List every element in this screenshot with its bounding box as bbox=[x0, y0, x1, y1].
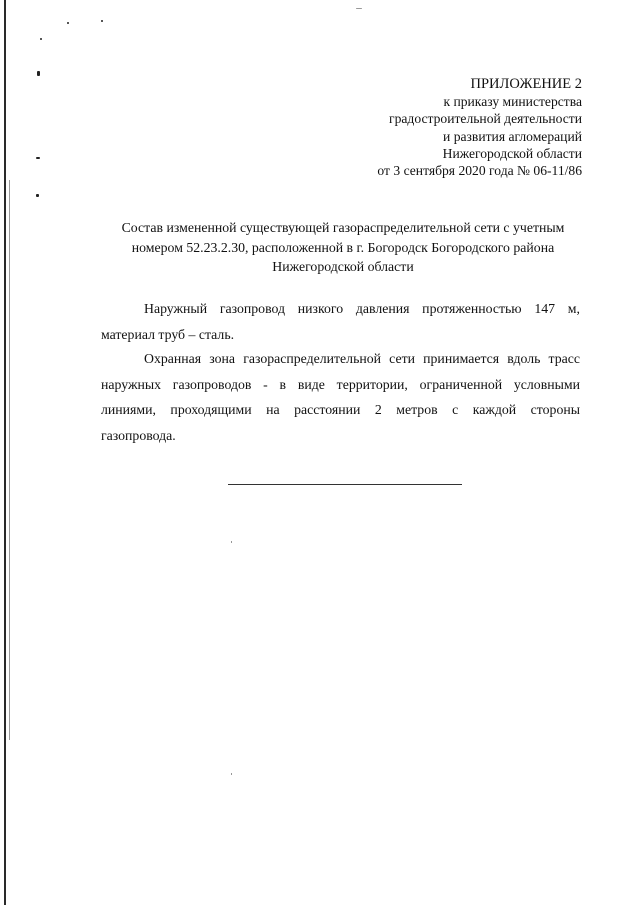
scan-speck bbox=[36, 194, 39, 197]
scan-speck bbox=[356, 8, 362, 9]
scan-speck bbox=[37, 71, 40, 76]
paragraph-line: газопровода. bbox=[101, 427, 176, 443]
paragraph-pipeline bbox=[101, 296, 580, 347]
paragraph-line: Охранная зона газораспределительной сети принимается вдоль трасс bbox=[144, 351, 580, 366]
paragraph-line: наружных газопроводов - в виде территории, ограниченной условными bbox=[101, 376, 580, 392]
paragraph-protection-zone bbox=[101, 346, 580, 448]
appendix-header bbox=[282, 76, 582, 179]
paragraph-line: линиями, проходящими на расстоянии 2 метров с каждой стороны bbox=[101, 402, 580, 417]
appendix-line: к приказу министерства bbox=[443, 94, 582, 110]
appendix-line: и развития агломераций bbox=[443, 128, 582, 144]
appendix-line: Нижегородской области bbox=[442, 145, 582, 161]
scan-speck bbox=[36, 157, 40, 159]
appendix-line: от 3 сентября 2020 года № 06-11/86 bbox=[377, 163, 582, 179]
paragraph-line: материал труб – сталь. bbox=[101, 326, 235, 342]
appendix-heading: ПРИЛОЖЕНИЕ 2 bbox=[470, 76, 582, 92]
end-separator-line bbox=[228, 484, 462, 485]
document-title bbox=[100, 218, 586, 277]
scan-speck bbox=[231, 541, 232, 543]
scan-speck bbox=[101, 20, 103, 22]
scan-speck bbox=[67, 22, 69, 24]
scan-speck bbox=[40, 38, 42, 40]
title-line: Нижегородской области bbox=[272, 259, 414, 274]
appendix-line: градостроительной деятельности bbox=[389, 111, 582, 127]
paragraph-line: Наружный газопровод низкого давления протяженностью 147 м, bbox=[144, 301, 580, 316]
title-line: номером 52.23.2.30, расположенной в г. Богородск Богородского района bbox=[131, 239, 555, 255]
scan-edge-line bbox=[4, 0, 6, 905]
title-line: Состав измененной существующей газораспределительной сети с учетным bbox=[121, 220, 565, 235]
scan-speck bbox=[231, 773, 232, 775]
scan-edge-shadow bbox=[9, 180, 10, 740]
